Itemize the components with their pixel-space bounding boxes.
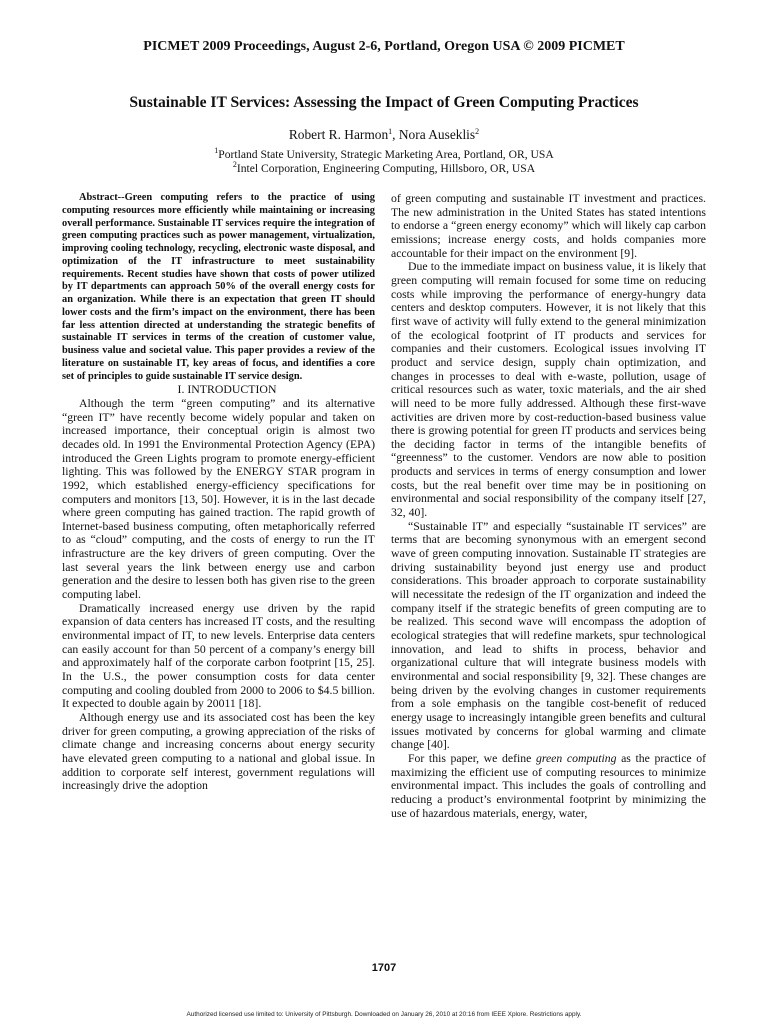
author-1: Robert R. Harmon [288,127,389,142]
author-2: Nora Auseklis [398,127,476,142]
paragraph-green-computing-definition [391,752,706,820]
paper-title: Sustainable IT Services: Assessing the Impact of Green Computing Practices [129,94,639,111]
license-footer: Authorized licensed use limited to: University of Pittsburgh. Downloaded on January 26, 2010 at 20:16 from IEEE Xplore. Restrictions apply. [186,1011,582,1018]
affiliation-2-text: Intel Corporation, Engineering Computing, Hillsboro, OR, USA [236,162,536,175]
section-heading-introduction: I. INTRODUCTION [177,382,277,397]
paragraph: “Sustainable IT” and especially “sustainable IT services” are terms that are becoming synonymous with an emergent second wave of green computing innovation. Sustainable IT strategies are driving sustainability beyond just energy use and product considerations. This broader approach to corporate sustainability will necessitate the redesign of the IT organization and indeed the company itself if the strategic benefits of green computing are to be realized. This second wave will encompass the adoption of ecological strategies that will redefine markets, spur technological innovation, and lead to shifts in process, behavior and organizational culture that will integrate business models with environmental and social responsibility [9, 32]. These changes are being driven by the evolving changes in customer requirements from a sole emphasis on the tangible cost-benefit of reduced energy usage to increasingly intangible green benefits and cultural issues motivated by concerns for global warming and climate change [40]. [391,519,706,752]
paragraph-text: For this paper, we define [408,751,536,765]
right-column [391,192,706,820]
abstract: Abstract--Green computing refers to the practice of using computing resources more efficiently while maintaining or increasing overall performance. Sustainable IT services require the integration of green computing practices such as power management, virtualization, improving cooling technology, recycling, electronic waste disposal, and optimization of the IT infrastructure to meet sustainability requirements. Recent studies have shown that costs of power utilized by IT departments can approach 50% of the overall energy costs for an organization. While there is an expectation that green IT should lower costs and the firm’s impact on the environment, there has been far less attention directed at understanding the strategic benefits of sustainable IT services in terms of the creation of customer value, business value and societal value. This paper provides a review of the literature on sustainable IT, key areas of focus, and identifies a core set of principles to guide sustainable IT service design. [62,192,375,382]
affiliation-1-text: Portland State University, Strategic Marketing Area, Portland, OR, USA [218,148,554,161]
running-head: PICMET 2009 Proceedings, August 2-6, Portland, Oregon USA © 2009 PICMET [143,39,625,54]
defined-term: green computing [535,751,617,765]
paragraph: Although the term “green computing” and its alternative “green IT” have recently become widely popular and taken on increased importance, their conceptual origin is almost two decades old. In 1991 the Environmental Protection Agency (EPA) introduced the Green Lights program to promote energy-efficient lighting. This was followed by the ENERGY STAR program in 1992, which established energy-efficiency specifications for computers and monitors [13, 50]. However, it is in the last decade where green computing has gained traction. The rapid growth of Internet-based business computing, often metaphorically referred to as “cloud” computing, and the costs of energy to run the IT infrastructure are the key drivers of green computing. Over the last several years the link between energy use and carbon generation and the desire to lessen both has given rise to the green computing label. [62,396,375,602]
paragraph: Dramatically increased energy use driven by the rapid expansion of data centers has increased IT costs, and the resulting environmental impact of IT, to new levels. Enterprise data centers can easily account for than 50 percent of a company’s energy bill and approximately half of the corporate carbon footprint [15, 25]. In the U.S., the power consumption costs for data center computing and cooling doubled from 2000 to 2006 to $4.5 billion. It expected to double again by 20011 [18]. [62,601,375,711]
author-2-affil-mark: 2 [475,127,480,136]
author-line [0,127,768,143]
paragraph: Although energy use and its associated cost has been the key driver for green computing, a growing appreciation of the risks of climate change and increasing concerns about energy security have elevated green computing to a national and global issue. In addition to corporate self interest, government regulations will increasingly drive the adoption [62,711,375,793]
page-number: 1707 [371,962,397,974]
paragraph: of green computing and sustainable IT investment and practices. The new administration in the United States has stated intentions to endorse a “green energy economy” which will likely cap carbon emissions; increase energy costs, and holds companies more accountable for their impact on the environment [9]. [391,192,706,260]
paragraph: Due to the immediate impact on business value, it is likely that green computing will remain focused for some time on reducing costs while improving the performance of energy-hungry data centers and desktop computers. However, it is not likely that this first wave of activity will fully extend to the general minimization of the ecological footprint of IT products and services for companies and their customers. Ecological issues involving IT product and service design, supply chain optimization, and changes in processes to deal with e-waste, pollution, usage of critical resources such as water, toxic materials, and the air shed will need to be more fully addressed. Although these first-wave activities are driven more by cost-reduction-based business value there is growing potential for green IT products and services being the deciding factor in terms of the intangible benefits of “greenness” to the customer. Vendors are now able to position products and services in terms of energy consumption and lower costs, but the real benefit over time may be in positioning on environmental and social responsibility of the company itself [27, 32, 40]. [391,260,706,520]
affiliation-2-mark: 2 [232,160,237,169]
affiliation-2 [0,162,768,175]
left-column [62,192,375,793]
affiliation-1 [0,148,768,161]
author-1-affil-mark: 1 [388,127,393,136]
paragraph-text: as the practice of maximizing the efficient use of computing resources to minimize environmental impact. This includes the goals of controlling and reducing a product’s environmental footprint by minimizing the use of hazardous materials, energy, water, [391,751,707,820]
author-separator: , [392,127,399,142]
affiliation-1-mark: 1 [214,146,219,155]
